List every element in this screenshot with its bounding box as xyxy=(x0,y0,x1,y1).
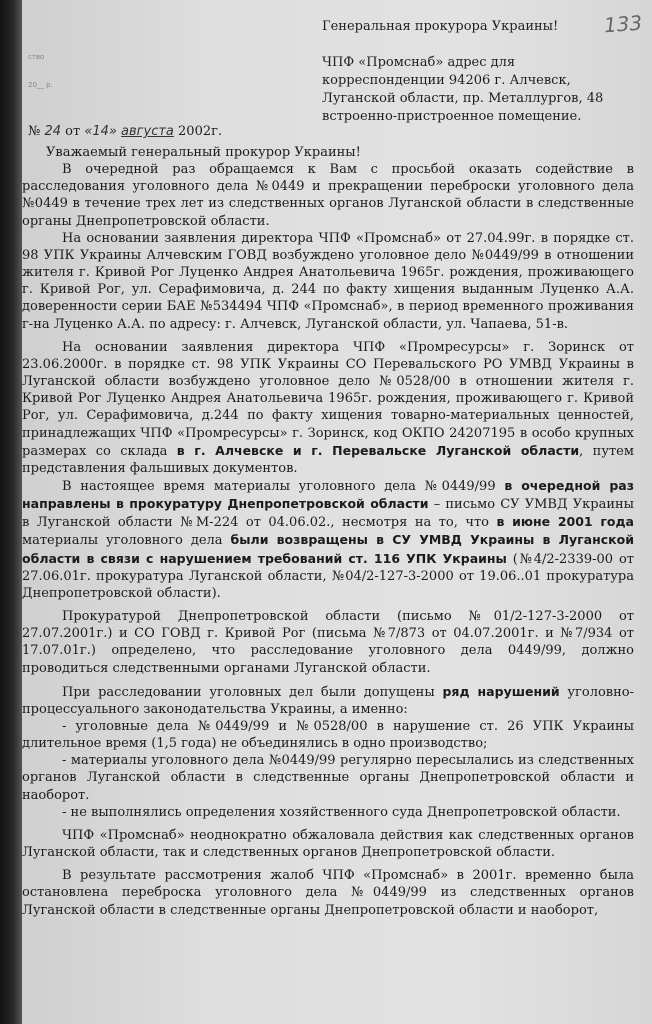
reg-number: 24 xyxy=(44,124,61,139)
reg-year: 2002г. xyxy=(178,124,223,139)
addressee-title: Генеральная прокурора Украины! xyxy=(322,19,559,34)
paragraph xyxy=(22,339,634,477)
binding-edge xyxy=(0,0,22,1024)
paragraph: В очередной раз обращаемся к Вам с просьбой оказать содействие в расследования уголовного дела №0449 и прекращении переброски уголовного дела №0449 в течение трех лет из следственных органов Луганской области в следственные органы Днепропетровской области. xyxy=(22,162,634,229)
text-run: , путем представления фальшивых документов. xyxy=(22,443,634,476)
greeting: Уважаемый генеральный прокурор Украины! xyxy=(46,145,361,160)
paragraph xyxy=(22,683,634,718)
bold-text-run: в очередной раз направлены в прокуратуру Днепропетровской области xyxy=(22,477,634,512)
addressee-block xyxy=(322,18,632,126)
text-run: На основании заявления директора ЧПФ «Промресурсы» г. Зоринск от 23.06.2000г. в порядке ст. 98 УПК Украины СО Перевальского РО УМВД Украины в Луганской области возбуждено уголовное дело №0528/00 в отношении жителя г. Кривой Рог Луценко Андрея Анатольевича 1965г. рождения, проживающего г. Кривой Рог, ул. Серафимовича, д.244 по факту хищения товарно-материальных ценностей, принадлежащих ЧПФ «Промресурсы» г. Зоринск, код ОКПО 24207195 в особо крупных размерах со склада xyxy=(22,339,634,459)
stamp-line: ство xyxy=(28,53,45,61)
bold-text-run: ряд нарушений xyxy=(442,683,560,699)
list-item: - материалы уголовного дела №0449/99 регулярно пересылались из следственных органов Луганской области в следственные органы Днепропетровской области и наоборот. xyxy=(22,753,634,803)
stamp-line: 20__ р. xyxy=(28,81,53,89)
handwritten-page-number: 133 xyxy=(603,10,643,38)
paragraph: В результате рассмотрения жалоб ЧПФ «Промснаб» в 2001г. временно была остановлена переброска уголовного дела №0449/99 из следственных органов Луганской области в следственные органы Днепропетровской области и наоборот, xyxy=(22,868,634,918)
bold-text-run: в июне 2001 года xyxy=(496,514,634,530)
list-item: - уголовные дела №0449/99 и №0528/00 в нарушение ст. 26 УПК Украины длительное время (1,5 года) не объединялись в одно производство; xyxy=(22,719,634,752)
paragraph: Прокуратурой Днепропетровской области (письмо №01/2-127-3-2000 от 27.07.2001г.) и СО ГОВД г. Кривой Рог (письма №7/873 от 04.07.2001г. и №7/934 от 17.07.01г.) определено, что расследование уголовного дела 0449/99, должно проводиться следственными органами Луганской области. xyxy=(22,609,634,676)
letter-body xyxy=(22,144,634,919)
reg-month: августа xyxy=(121,124,174,139)
document-page xyxy=(22,0,652,1024)
list-item: - не выполнялись определения хозяйственного суда Днепропетровской области. xyxy=(62,804,621,820)
text-run: При расследовании уголовных дел были допущены xyxy=(62,684,435,700)
text-run: материалы уголовного дела xyxy=(22,533,223,549)
text-run: уголовно-процессуального законодательства Украины, а именно: xyxy=(22,684,634,717)
text-run: (№4/2-2339-00 от 27.06.01г. прокуратура Луганской области, №04/2-127-3-2000 от 19.06..01 прокуратура Днепропетровской области). xyxy=(22,551,635,601)
bold-text-run: в г. Алчевске и г. Перевальске Луганской области xyxy=(176,442,580,458)
reg-prefix: № xyxy=(28,124,41,139)
registration-stamp xyxy=(28,6,102,106)
sender-address: ЧПФ «Промснаб» адрес для корреспонденции 94206 г. Алчевск, Луганской области, пр. Металлургов, 48 встроенно-пристроенное помещение. xyxy=(322,55,604,124)
paragraph: ЧПФ «Промснаб» неоднократно обжаловала действия как следственных органов Луганской области, так и следственных органов Днепропетровской области. xyxy=(22,827,634,861)
bold-text-run: были возвращены в СУ УМВД Украины в Луганской области в связи с нарушением требований ст. 116 УПК Украины xyxy=(22,532,634,566)
paragraph: На основании заявления директора ЧПФ «Промснаб» от 27.04.99г. в порядке ст. 98 УПК Украины Алчевским ГОВД возбуждено уголовное дело №0449/99 в отношении жителя г. Кривой Рог Луценко Андрея Анатольевича 1965г. рождения, проживающего г. Кривой Рог, ул. Серафимовича, д. 244 по факту хищения выданным Луценко А.А. доверенности серии БАЕ №534494 ЧПФ «Промснаб», в период временного проживания г-на Луценко А.А. по адресу: г. Алчевск, Луганской области, ул. Чапаева, 51-в. xyxy=(22,230,634,332)
reg-from-word: от xyxy=(65,124,81,139)
registration-line xyxy=(28,124,222,139)
reg-day: «14» xyxy=(84,124,117,139)
text-run: В настоящее время материалы уголовного дела №0449/99 xyxy=(62,478,496,494)
text-run: – письмо СУ УМВД Украины в Луганской области №М-224 от 04.06.02., несмотря на то, что xyxy=(22,497,634,531)
paragraph xyxy=(22,477,634,602)
